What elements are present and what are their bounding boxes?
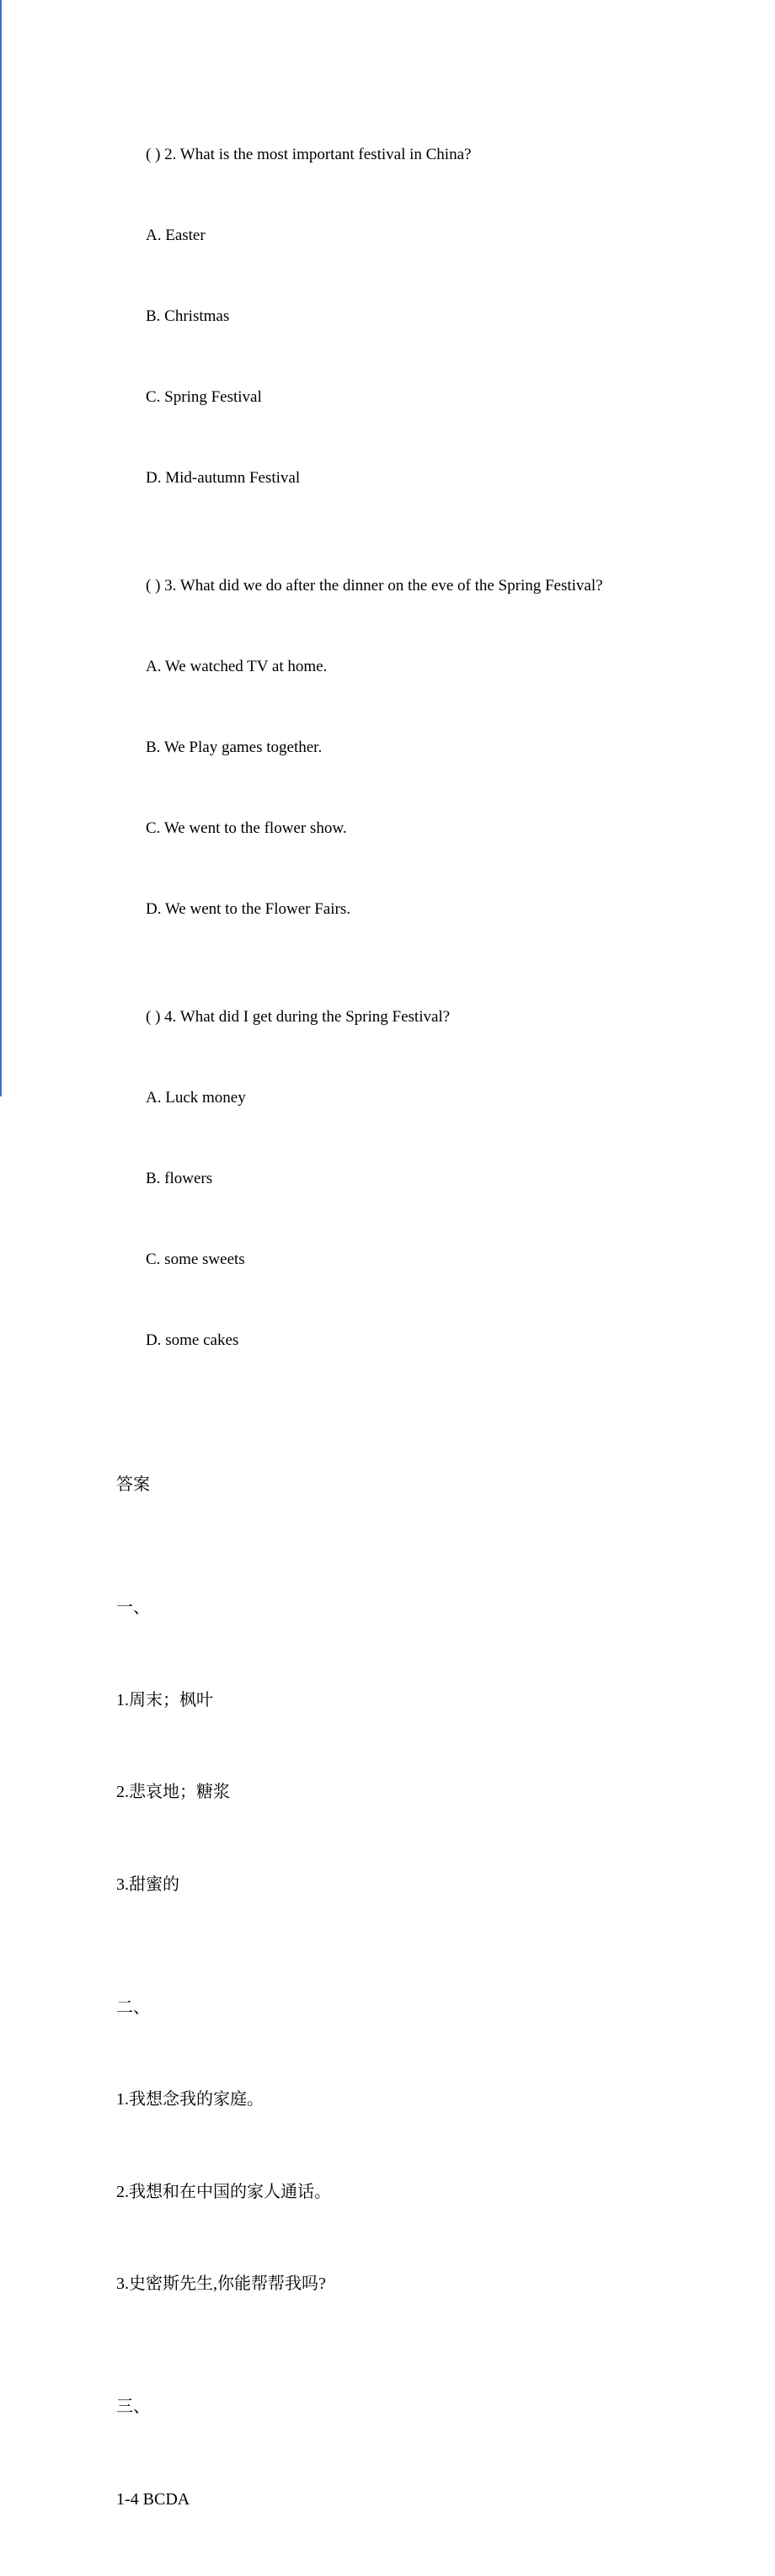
answer-item: 2.悲哀地；糖浆 [116,1783,230,1801]
answer-item: 1.周末；枫叶 [116,1690,213,1709]
answers-part-label: 二、 [116,1997,150,2017]
question-option: B. We Play games together. [146,739,323,756]
question-option: C. We went to the flower show. [146,819,347,837]
question-option: A. Luck money [146,1089,246,1107]
question-option: D. We went to the Flower Fairs. [146,900,350,918]
answers-part-label: 三、 [116,2397,150,2416]
question-prompt: ( ) 3. What did we do after the dinner on the eve of the Spring Festival? [146,577,603,595]
question-option: C. Spring Festival [146,388,262,406]
answer-item: 3.史密斯先生,你能帮帮我吗? [116,2275,326,2293]
answer-item: 2.我想和在中国的家人通话。 [116,2182,331,2201]
answers-heading: 答案 [116,1475,150,1494]
answers-part-label: 一、 [116,1598,150,1617]
question-option: A. Easter [146,227,206,244]
question-option: C. some sweets [146,1251,245,1268]
answers-section [116,1408,775,2576]
question-option: B. flowers [146,1170,213,1187]
question-option: D. Mid-autumn Festival [146,469,301,487]
question-option: D. some cakes [146,1331,239,1349]
question-prompt: ( ) 4. What did I get during the Spring Festival? [146,1008,451,1026]
questions-section [146,88,775,1408]
document-page [0,88,775,2576]
answer-item: 3.甜蜜的 [116,1875,179,1894]
question-option: B. Christmas [146,307,230,325]
question-prompt: ( ) 2. What is the most important festival in China? [146,146,472,163]
answer-item: 1.我想念我的家庭。 [116,2090,264,2109]
answer-item: 1-4 BCDA [116,2489,190,2509]
question-option: A. We watched TV at home. [146,658,328,675]
